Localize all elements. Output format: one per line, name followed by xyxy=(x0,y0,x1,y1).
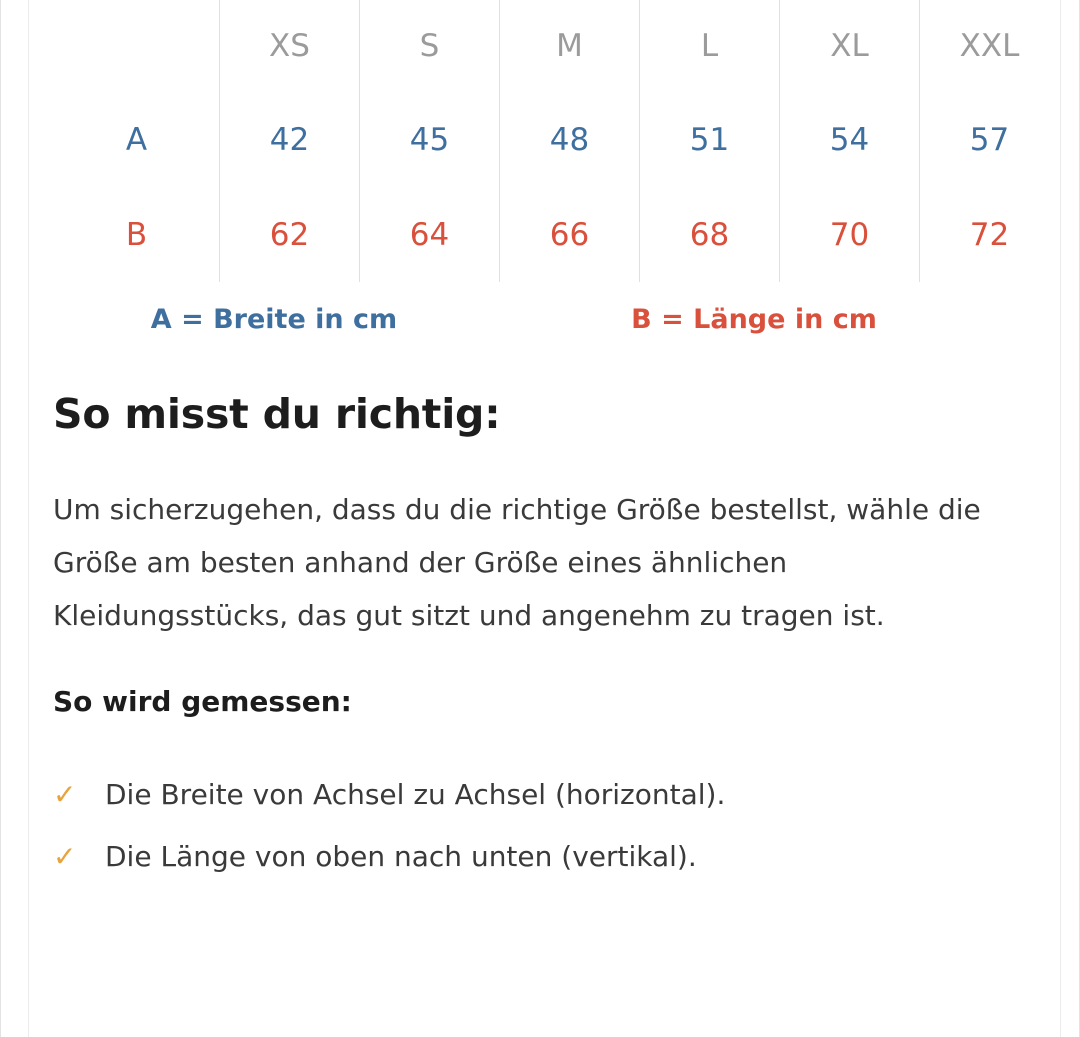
intro-paragraph: Um sicherzugehen, dass du die richtige Größe bestellst, wähle die Größe am besten anhand der Größe eines ähnlichen Kleidungsstücks, das gut sitzt und angenehm zu tragen ist. xyxy=(53,493,981,633)
size-chart-row-a xyxy=(54,92,1059,187)
page-title: So misst du richtig: xyxy=(53,390,501,438)
legend-breite: A = Breite in cm xyxy=(150,304,398,335)
size-chart-corner-cell xyxy=(54,0,220,92)
size-chart-header-xs: XS xyxy=(220,0,360,92)
measurement-checklist xyxy=(53,777,1060,874)
size-chart-row-b-xs: 62 xyxy=(220,187,360,282)
size-chart-row-a-label: A xyxy=(54,92,220,187)
page-left-margin xyxy=(1,0,29,1037)
page-right-margin xyxy=(1060,0,1079,1037)
list-item-label: Die Länge von oben nach unten (vertikal). xyxy=(105,840,697,874)
size-chart-header-l: L xyxy=(640,0,780,92)
size-chart-header-s: S xyxy=(360,0,500,92)
check-icon: ✓ xyxy=(53,840,77,874)
section-subtitle: So wird gemessen: xyxy=(53,684,352,718)
size-chart-row-b-xl: 70 xyxy=(780,187,920,282)
size-chart-table xyxy=(54,0,1059,282)
size-chart-row-a-s: 45 xyxy=(360,92,500,187)
size-chart-row-a-xxl: 57 xyxy=(969,121,1010,158)
size-chart-header-xxl: XXL xyxy=(959,28,1020,64)
size-chart-row-b-label: B xyxy=(54,187,220,282)
size-chart-header-row xyxy=(54,0,1059,92)
size-chart-header-xl: XL xyxy=(780,0,920,92)
page-content xyxy=(29,0,1060,1037)
list-item xyxy=(53,777,1060,811)
size-chart-row-b-l: 68 xyxy=(640,187,780,282)
size-chart-row-a-xl: 54 xyxy=(780,92,920,187)
check-icon: ✓ xyxy=(53,777,77,811)
size-chart-row-a-xs: 42 xyxy=(220,92,360,187)
size-chart-row-a-m: 48 xyxy=(500,92,640,187)
size-chart-row-b-xxl: 72 xyxy=(969,216,1010,253)
size-chart-row-b xyxy=(54,187,1059,282)
size-chart-row-a-l: 51 xyxy=(640,92,780,187)
legend-laenge: B = Länge in cm xyxy=(631,304,877,335)
size-chart-container xyxy=(29,0,1060,282)
size-chart-row-b-m: 66 xyxy=(500,187,640,282)
list-item xyxy=(53,842,1060,873)
size-chart-legend xyxy=(29,304,1060,335)
size-chart-row-b-s: 64 xyxy=(360,187,500,282)
list-item-label: Die Breite von Achsel zu Achsel (horizontal). xyxy=(105,777,726,811)
size-chart-header-m: M xyxy=(500,0,640,92)
